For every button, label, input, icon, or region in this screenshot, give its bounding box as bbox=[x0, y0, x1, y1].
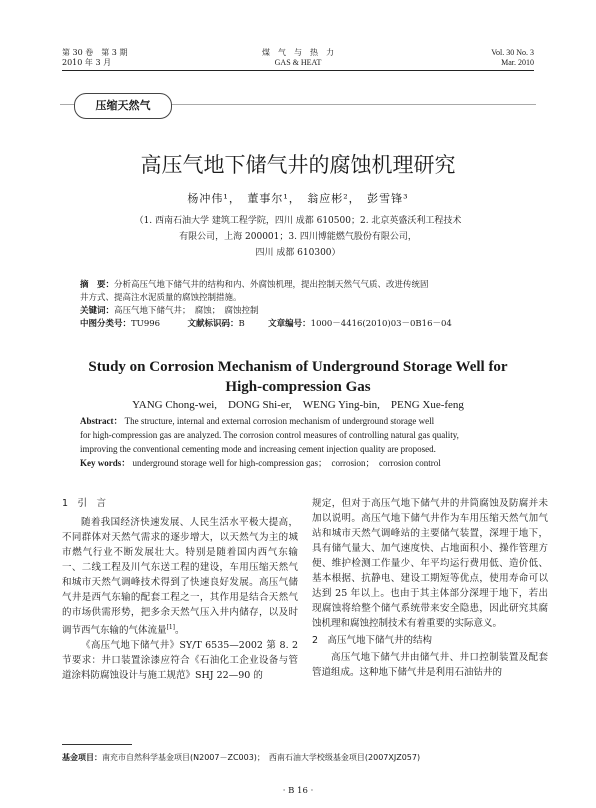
affiliation-line-3: 四川 成都 610300） bbox=[255, 248, 341, 258]
paragraph-standard: 《高压气地下储气井》SY/T 6535—2002 第 8. 2 节要求：井口装置涂漆应符合《石油化工企业设备与管道涂料防腐蚀设计与施工规范》SHJ 22—90 的 bbox=[62, 640, 298, 682]
abstract-zh-label: 摘 要： bbox=[80, 280, 115, 290]
fund-note bbox=[62, 752, 420, 763]
authors-zh: 杨冲伟¹， 董事尔¹， 翁应彬²， 彭雪锋³ bbox=[187, 192, 409, 205]
section-heading-1: 1 引 言 bbox=[62, 498, 107, 509]
journal-name-en: GAS & HEAT bbox=[274, 58, 322, 67]
citation-1[interactable]: [1] bbox=[166, 624, 176, 631]
affiliations bbox=[0, 213, 596, 261]
abstract-zh-line-2: 井方式、提高注水泥质量的腐蚀控制措施。 bbox=[80, 293, 242, 303]
title-en-line-2: High-compression Gas bbox=[225, 379, 371, 395]
affiliation-line-1: （1. 西南石油大学 建筑工程学院，四川 成都 610500；2. 北京英盛沃利工程技术 bbox=[134, 216, 462, 226]
body-column-left bbox=[62, 496, 298, 683]
abstract-en-line-1: The structure, internal and external corrosion mechanism of underground storage well bbox=[124, 416, 435, 426]
date-en: Mar. 2010 bbox=[501, 58, 534, 67]
abstract-en-line-3: improving the conventional cementing mode and increasing cement injection quality are proposed. bbox=[80, 444, 436, 454]
keywords-en: underground storage well for high-compression gas； corrosion； corrosion control bbox=[132, 458, 441, 468]
title-zh: 高压气地下储气井的腐蚀机理研究 bbox=[140, 153, 456, 177]
paragraph-continued: 规定，但对于高压气地下储气井的井筒腐蚀及防腐并未加以说明。高压气地下储气井作为车用压缩天然气加气站和城市天然气调峰站的主要储气装置，深埋于地下，具有储气量大、加气速度快、占地面积小、操作管理方便、维护检测工作量少、年平均运行费用低、造价低、基本根据、抗静电、建设工期短等优点，使用寿命可以达到 25 年以上。也由于其主体部分深埋于地下，若出现腐蚀将给整个储气系统带来安全隐患，因此研究其腐蚀机理和腐蚀控制技术有着重要的实际意义。 bbox=[312, 498, 548, 629]
abstract-zh-line-1: 分析高压气地下储气井的结构和内、外腐蚀机理，提出控制天然气气质、改进传统固 bbox=[114, 280, 429, 290]
title-en bbox=[0, 357, 596, 397]
keywords-zh-label: 关键词： bbox=[80, 306, 115, 316]
volume-issue-en: Vol. 30 No. 3 bbox=[491, 48, 534, 57]
journal-volume-en bbox=[491, 48, 534, 68]
affiliation-line-2: 有限公司，上海 200001；3. 四川博能燃气股份有限公司， bbox=[179, 232, 417, 242]
keywords-zh: 高压气地下储气井； 腐蚀； 腐蚀控制 bbox=[114, 306, 259, 316]
abstract-en-label: Abstract： bbox=[80, 416, 123, 426]
authors-en: YANG Chong-wei, DONG Shi-er, WENG Ying-bin, PENG Xue-feng bbox=[132, 399, 464, 411]
section-heading-2: 2 高压气地下储气井的结构 bbox=[312, 635, 433, 646]
class-number: TU996 bbox=[131, 319, 161, 329]
article-number: 1000－4416(2010)03－0B16－04 bbox=[310, 319, 452, 329]
class-number-label: 中图分类号： bbox=[80, 319, 132, 329]
title-en-line-1: Study on Corrosion Mechanism of Underground Storage Well for bbox=[88, 359, 508, 375]
abstract-en-line-2: for high-compression gas are analyzed. The corrosion control measures of controlling natural gas quality, bbox=[80, 430, 459, 440]
doc-code-label: 文献标识码： bbox=[187, 319, 239, 329]
paragraph-intro-text: 随着我国经济快速发展、人民生活水平极大提高，不同群体对天然气需求的逐步增大，以天然气为主的城市燃气行业不断发展壮大。特别是随着国内西气东输一、二线工程及川气东送工程的建设，车用压缩天然气和城市天然气调峰技术得到了快速良好发展。高压气储气井是西气东输的配套工程之一，其作用是结合天然气的市场供需形势，把多余天然气压入井内储存，以及时调节西气东输的气体流量 bbox=[62, 517, 298, 637]
doc-code: B bbox=[238, 319, 245, 329]
paragraph-intro-end: 。 bbox=[175, 625, 185, 637]
section-tag: 压缩天然气 bbox=[74, 93, 172, 119]
page-number: · B 16 · bbox=[282, 786, 314, 796]
paragraph-intro bbox=[62, 515, 298, 638]
fund-text: 南充市自然科学基金项目(N2007－ZC003)； 西南石油大学校级基金项目(2007XJZ057) bbox=[102, 753, 421, 762]
header-rule bbox=[62, 70, 534, 71]
fund-label: 基金项目： bbox=[62, 753, 102, 762]
keywords-en-label: Key words： bbox=[80, 458, 131, 468]
abstract-en bbox=[80, 414, 520, 470]
body-column-right bbox=[312, 496, 548, 680]
journal-name-zh: 煤 气 与 热 力 bbox=[262, 48, 334, 57]
date-zh: 2010 年 3 月 bbox=[62, 58, 112, 67]
abstract-zh bbox=[80, 279, 520, 331]
article-number-label: 文章编号： bbox=[268, 319, 311, 329]
paragraph-structure: 高压气地下储气井由储气井、井口控制装置及配套管道组成。这种地下储气井是利用石油钻井的 bbox=[312, 652, 548, 678]
footnote-rule bbox=[62, 744, 132, 745]
volume-issue-zh: 第 30 卷 第 3 期 bbox=[62, 48, 128, 57]
